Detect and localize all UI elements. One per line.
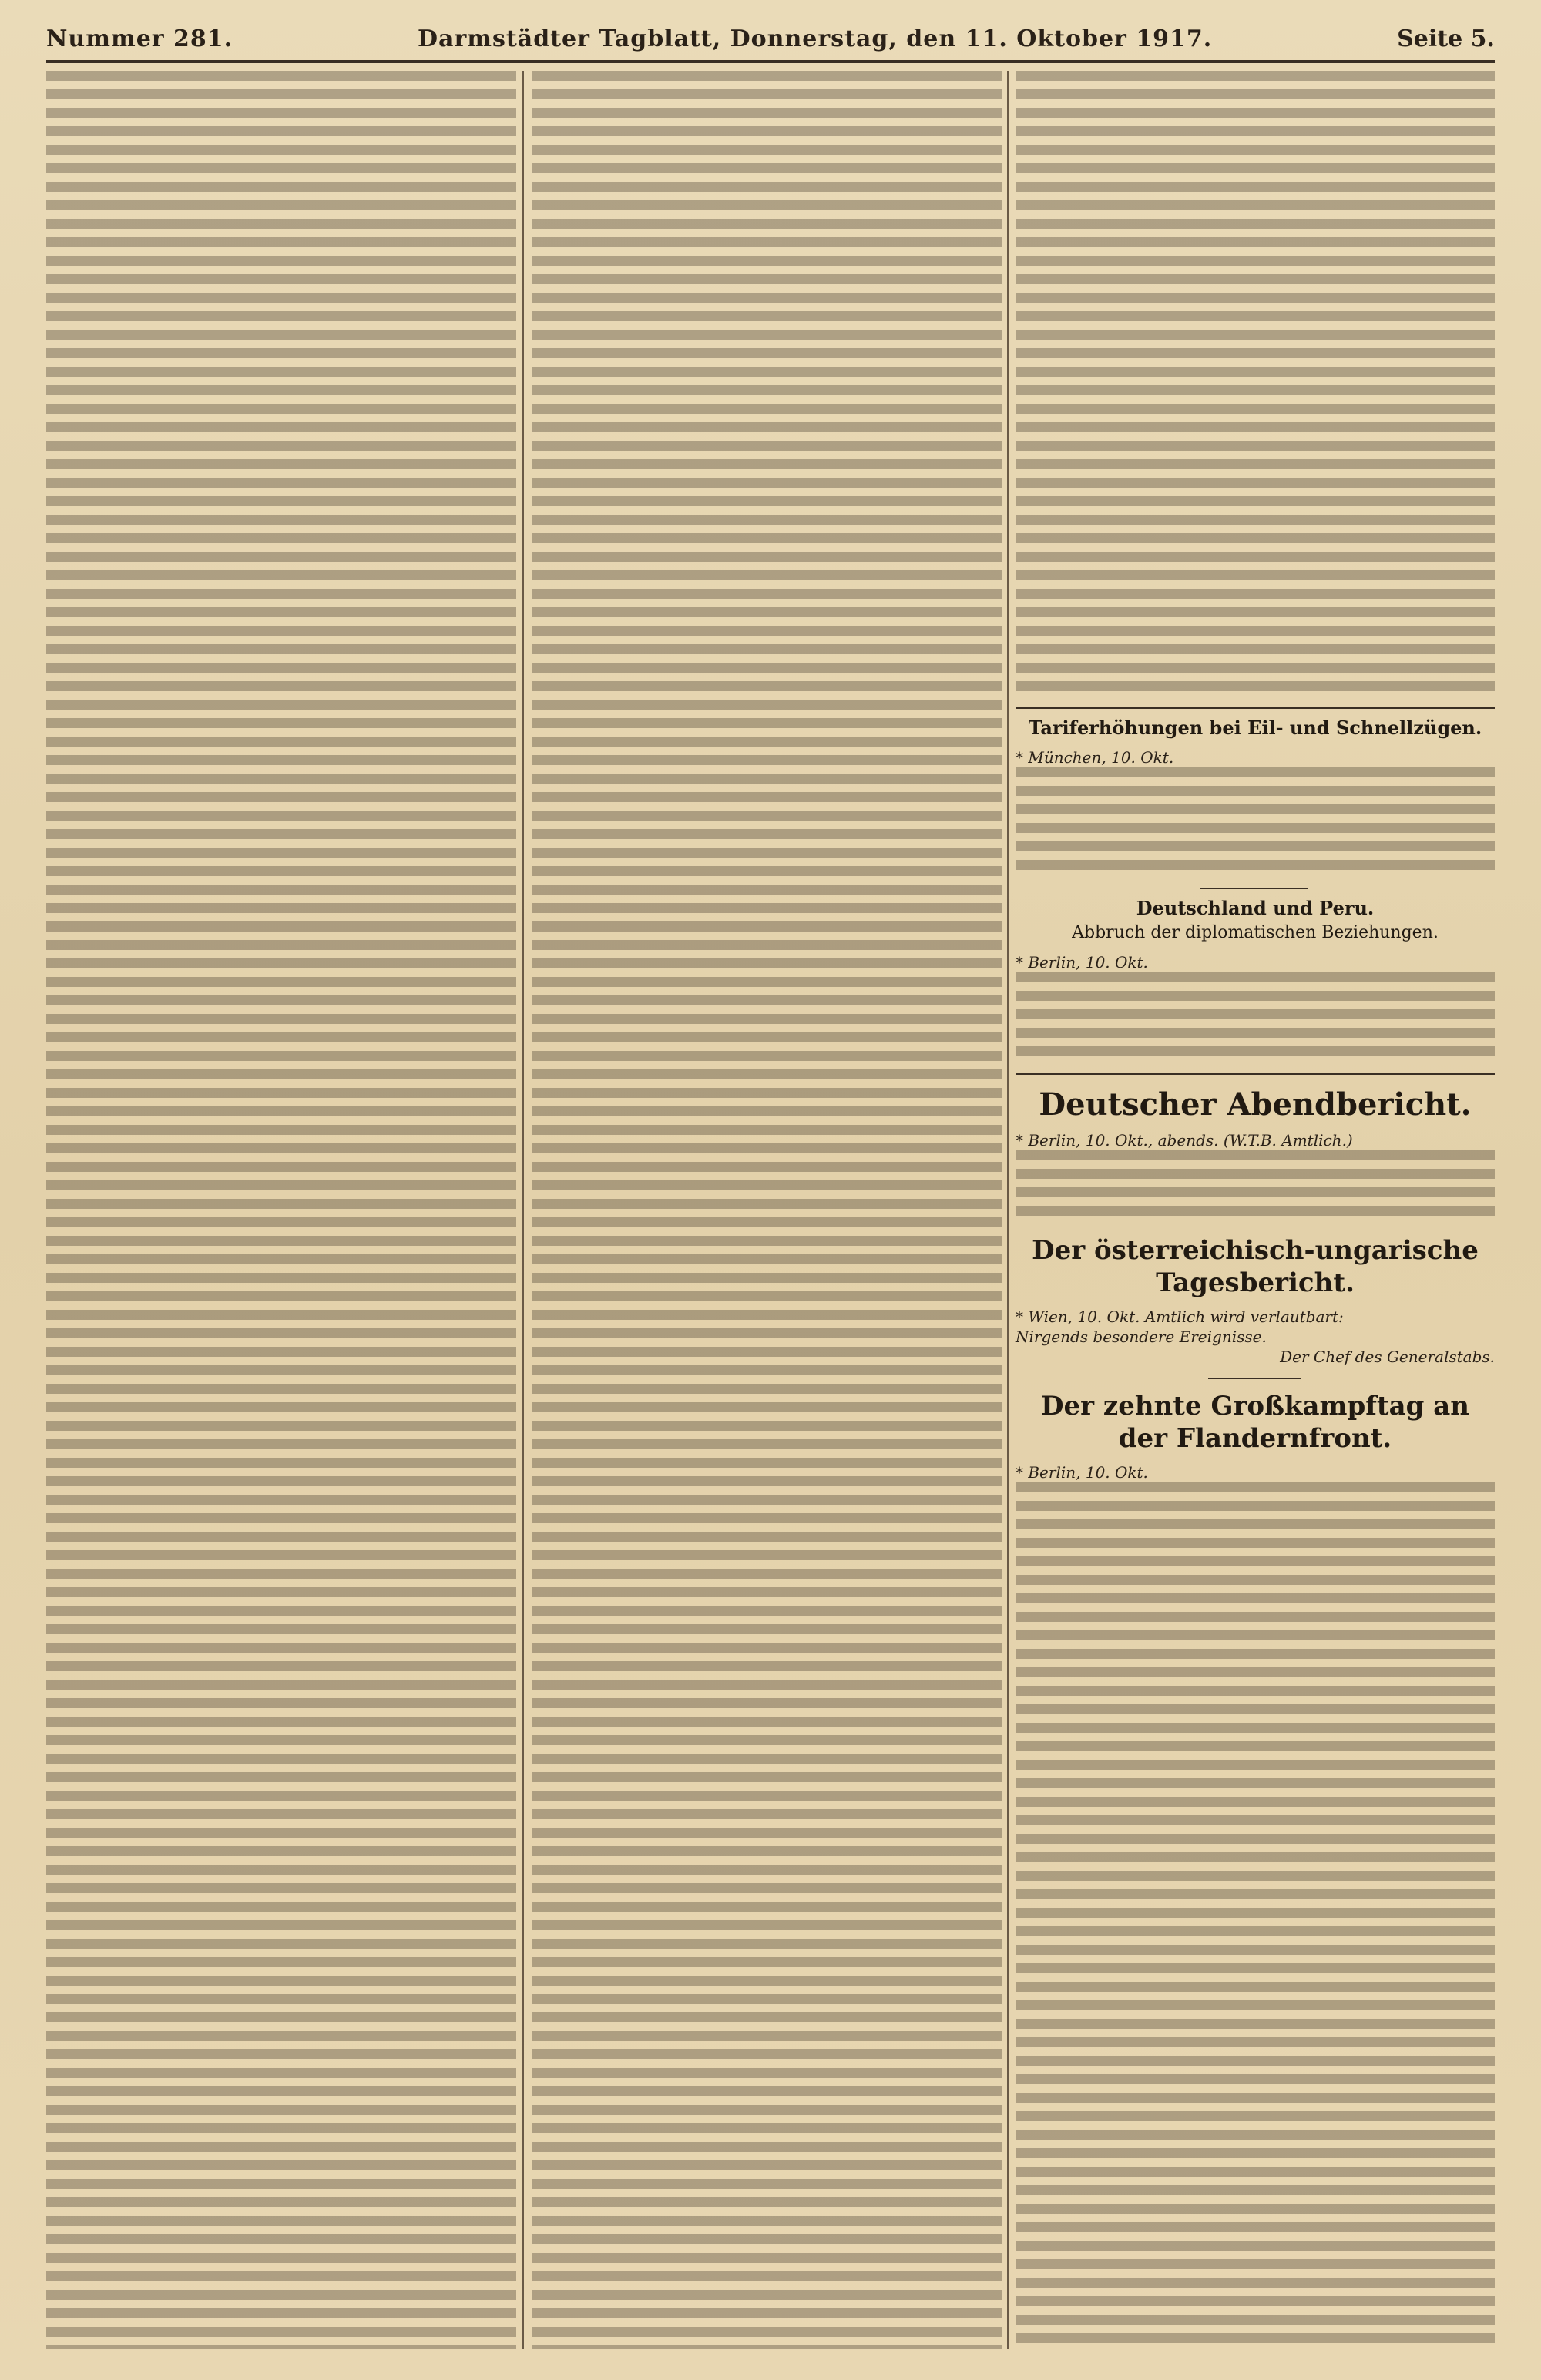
section-headline: Deutschland und Peru. [1136, 897, 1375, 919]
page-number: Seite 5. [1397, 25, 1495, 52]
column-separator [1007, 71, 1009, 2349]
section-divider [1016, 1073, 1495, 1075]
article-body-text [1016, 71, 1495, 695]
dateline: * München, 10. Okt. [1016, 748, 1174, 767]
article-body-text [46, 71, 516, 2349]
article-body-text [1016, 1482, 1495, 2349]
report-line: Nirgends besondere Ereignisse. [1016, 1328, 1267, 1346]
short-divider [1200, 888, 1308, 889]
article-body-text [1016, 972, 1495, 1057]
dateline: * Berlin, 10. Okt. [1016, 953, 1148, 972]
section-headline: Deutscher Abendbericht. [1039, 1086, 1472, 1123]
short-divider [1208, 1378, 1301, 1379]
article-body-text [1016, 1150, 1495, 1220]
section-subheadline: Abbruch der diplomatischen Beziehungen. [1072, 923, 1439, 942]
article-body-text [532, 71, 1002, 2349]
signature: Der Chef des Generalstabs. [1280, 1348, 1495, 1366]
masthead-rule [46, 60, 1495, 63]
section-divider [1016, 707, 1495, 709]
newspaper-title-and-date: Darmstädter Tagblatt, Donnerstag, den 11. Oktober 1917. [418, 25, 1213, 52]
issue-number: Nummer 281. [46, 25, 233, 52]
dateline: * Berlin, 10. Okt. [1016, 1463, 1148, 1482]
section-headline: Tariferhöhungen bei Eil- und Schnellzügen. [1028, 717, 1482, 739]
column-middle [532, 71, 1002, 2349]
dateline: * Berlin, 10. Okt., abends. (W.T.B. Amtlich.) [1016, 1131, 1353, 1150]
column-right [1016, 71, 1495, 2349]
article-body-text [1016, 767, 1495, 875]
dateline: * Wien, 10. Okt. Amtlich wird verlautbart: [1016, 1307, 1344, 1326]
section-headline: Der österreichisch-ungarische Tagesbericht. [1032, 1235, 1479, 1298]
section-headline: Der zehnte Großkampftag an der Flandernfront. [1041, 1391, 1469, 1454]
masthead [46, 22, 1495, 55]
column-separator [522, 71, 524, 2349]
column-left [46, 71, 516, 2349]
